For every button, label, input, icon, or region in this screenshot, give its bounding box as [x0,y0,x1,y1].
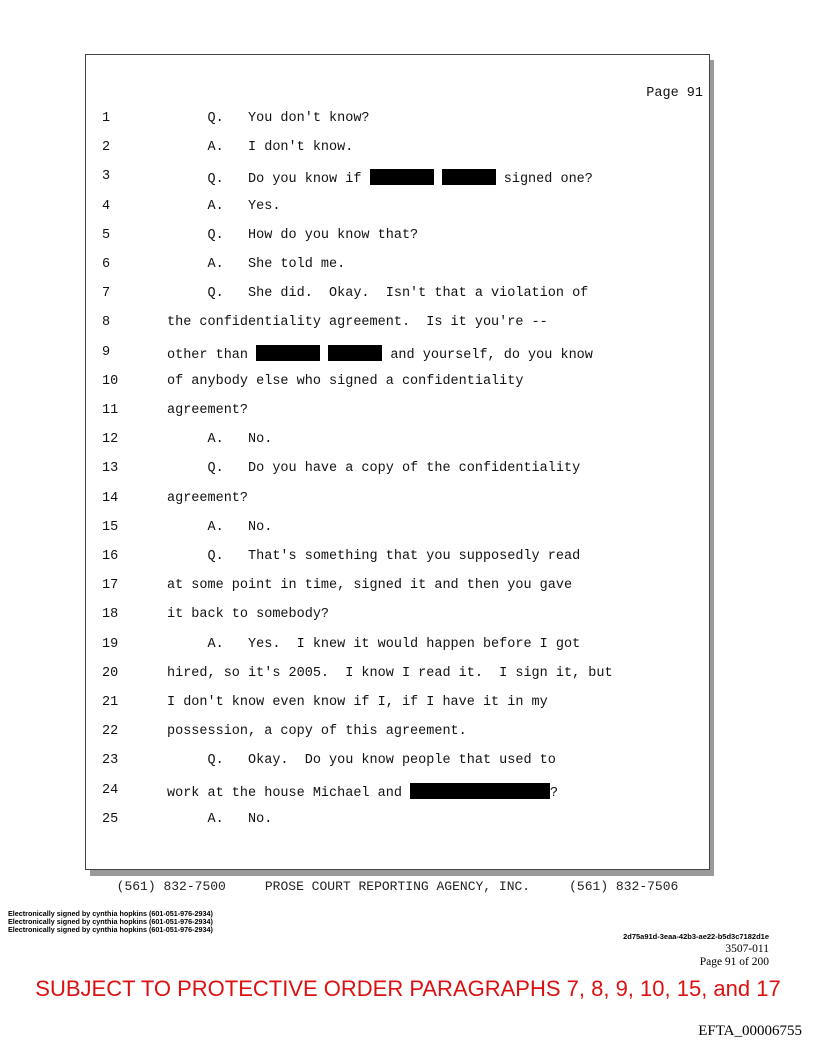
redaction-box [328,345,382,361]
line-number: 15 [102,519,119,535]
line-text [167,140,353,155]
line-text-segment: agreement? [167,403,249,418]
line-text-segment [320,348,328,363]
line-text-segment: Q. Do you know if [167,172,370,188]
line-text-segment: of anybody else who signed a confidentiality [167,373,524,389]
line-text [167,724,467,739]
line-number: 6 [102,257,111,272]
transcript-line [85,169,703,189]
line-number: 16 [102,549,119,564]
line-text-segment: Q. Do you have a copy of the confidentiality [167,461,581,477]
line-text [167,666,613,681]
transcript-line [85,199,703,219]
line-number: 25 [102,811,119,827]
transcript-line [85,315,703,335]
line-text [167,315,548,330]
line-number: 13 [102,461,119,477]
transcript-line [85,812,703,832]
line-text-segment: the confidentiality agreement. Is it you're -- [167,315,548,331]
page-of-total: Page 91 of 200 [699,956,769,968]
line-number: 18 [102,607,119,623]
line-text-segment: possession, a copy of this agreement. [167,724,467,740]
line-text [167,607,329,622]
line-text-segment: A. No. [167,519,273,535]
line-text-segment: A. Yes. I knew it would happen before I got [167,636,581,652]
signature-line-2: Electronically signed by cynthia hopkins (601-051-976-2934) [8,917,213,926]
line-number: 2 [102,140,111,156]
transcript-line [85,461,703,481]
signature-line-3: Electronically signed by cynthia hopkins (601-051-976-2934) [8,925,213,934]
line-number: 19 [102,636,119,652]
line-number: 5 [102,227,111,243]
line-text-segment: Q. How do you know that? [167,227,419,243]
line-text [167,695,548,710]
line-text [167,257,345,272]
line-text [167,286,588,301]
line-text [167,228,418,243]
line-text-segment: ? [550,785,559,801]
line-number: 4 [102,198,111,214]
exhibit-number: 3507-011 [725,943,769,955]
line-text-segment: and yourself, do you know [382,347,593,363]
line-text-segment: A. I don't know. [167,140,354,156]
line-text-segment: at some point in time, signed it and then you gave [167,578,573,594]
line-text-segment: other than [167,347,257,363]
line-text-segment: signed one? [495,172,593,188]
line-number: 22 [102,724,119,740]
line-text [167,432,272,447]
line-text [167,753,556,768]
line-text-segment [434,172,442,187]
line-number: 7 [102,286,111,302]
line-text-segment: A. She told me. [167,257,346,272]
line-number: 12 [102,432,119,448]
transcript-line [85,666,703,686]
line-text [167,783,558,801]
line-text-segment: agreement? [167,490,249,506]
line-text-segment: A. No. [167,432,273,448]
line-number: 24 [102,782,119,798]
line-number: 3 [102,169,111,185]
redaction-box [410,783,550,799]
line-text-segment: I don't know even know if I, if I have it in my [167,695,548,710]
line-text-segment: Q. Okay. Do you know people that used to [167,753,556,769]
redaction-box [370,169,434,185]
line-text-segment: A. No. [167,811,273,827]
transcript-line [85,111,703,131]
line-number: 21 [102,695,119,710]
transcript-line [85,753,703,773]
line-number: 1 [102,111,111,126]
bates-number: EFTA_00006755 [698,1023,802,1039]
line-text [167,345,593,363]
redaction-box [442,169,496,185]
transcript-line [85,257,703,277]
transcript-line [85,491,703,511]
transcript-line [85,374,703,394]
page-number: Page 91 [646,86,703,101]
transcript-line [85,724,703,744]
line-number: 17 [102,578,119,594]
line-number: 11 [102,403,119,418]
line-number: 14 [102,490,119,506]
line-text [167,578,572,593]
line-text [167,637,580,652]
line-text-segment: Q. You don't know? [167,111,370,126]
court-reporter-footer: (561) 832-7500 PROSE COURT REPORTING AGENCY, INC. (561) 832-7506 [116,879,679,894]
transcript-line [85,432,703,452]
line-text-segment: hired, so it's 2005. I know I read it. I sign it, but [167,665,613,681]
transcript-line [85,403,703,423]
line-text [167,374,523,389]
line-text [167,520,272,535]
transcript-line [85,783,703,803]
transcript-line [85,286,703,306]
line-text [167,491,248,506]
line-number: 23 [102,753,119,769]
line-text-segment: Q. That's something that you supposedly read [167,549,581,564]
transcript-line [85,637,703,657]
line-text-segment: A. Yes. [167,198,281,214]
redaction-box [256,345,320,361]
line-text-segment: Q. She did. Okay. Isn't that a violation of [167,286,589,302]
transcript-line [85,695,703,715]
signature-line-1: Electronically signed by cynthia hopkins (601-051-976-2934) [8,909,213,918]
line-number: 20 [102,665,119,681]
document-hash: 2d75a91d-3eaa-42b3-ae22-b5d3c7182d1e [623,932,769,941]
transcript-line [85,549,703,569]
line-text-segment: it back to somebody? [167,607,330,623]
line-text [167,111,370,126]
transcript-line [85,140,703,160]
transcript-line [85,228,703,248]
line-text [167,199,280,214]
line-text [167,812,272,827]
line-text [167,169,593,187]
line-text [167,461,580,476]
line-number: 8 [102,315,111,331]
line-number: 10 [102,373,119,389]
transcript-line [85,520,703,540]
line-text-segment: work at the house Michael and [167,785,411,801]
protective-order-notice: SUBJECT TO PROTECTIVE ORDER PARAGRAPHS 7, 8, 9, 10, 15, and 17 [35,976,781,1001]
line-number: 9 [102,344,111,360]
line-text [167,549,580,564]
transcript-line [85,345,703,365]
transcript-line [85,578,703,598]
transcript-line [85,607,703,627]
line-text [167,403,248,418]
